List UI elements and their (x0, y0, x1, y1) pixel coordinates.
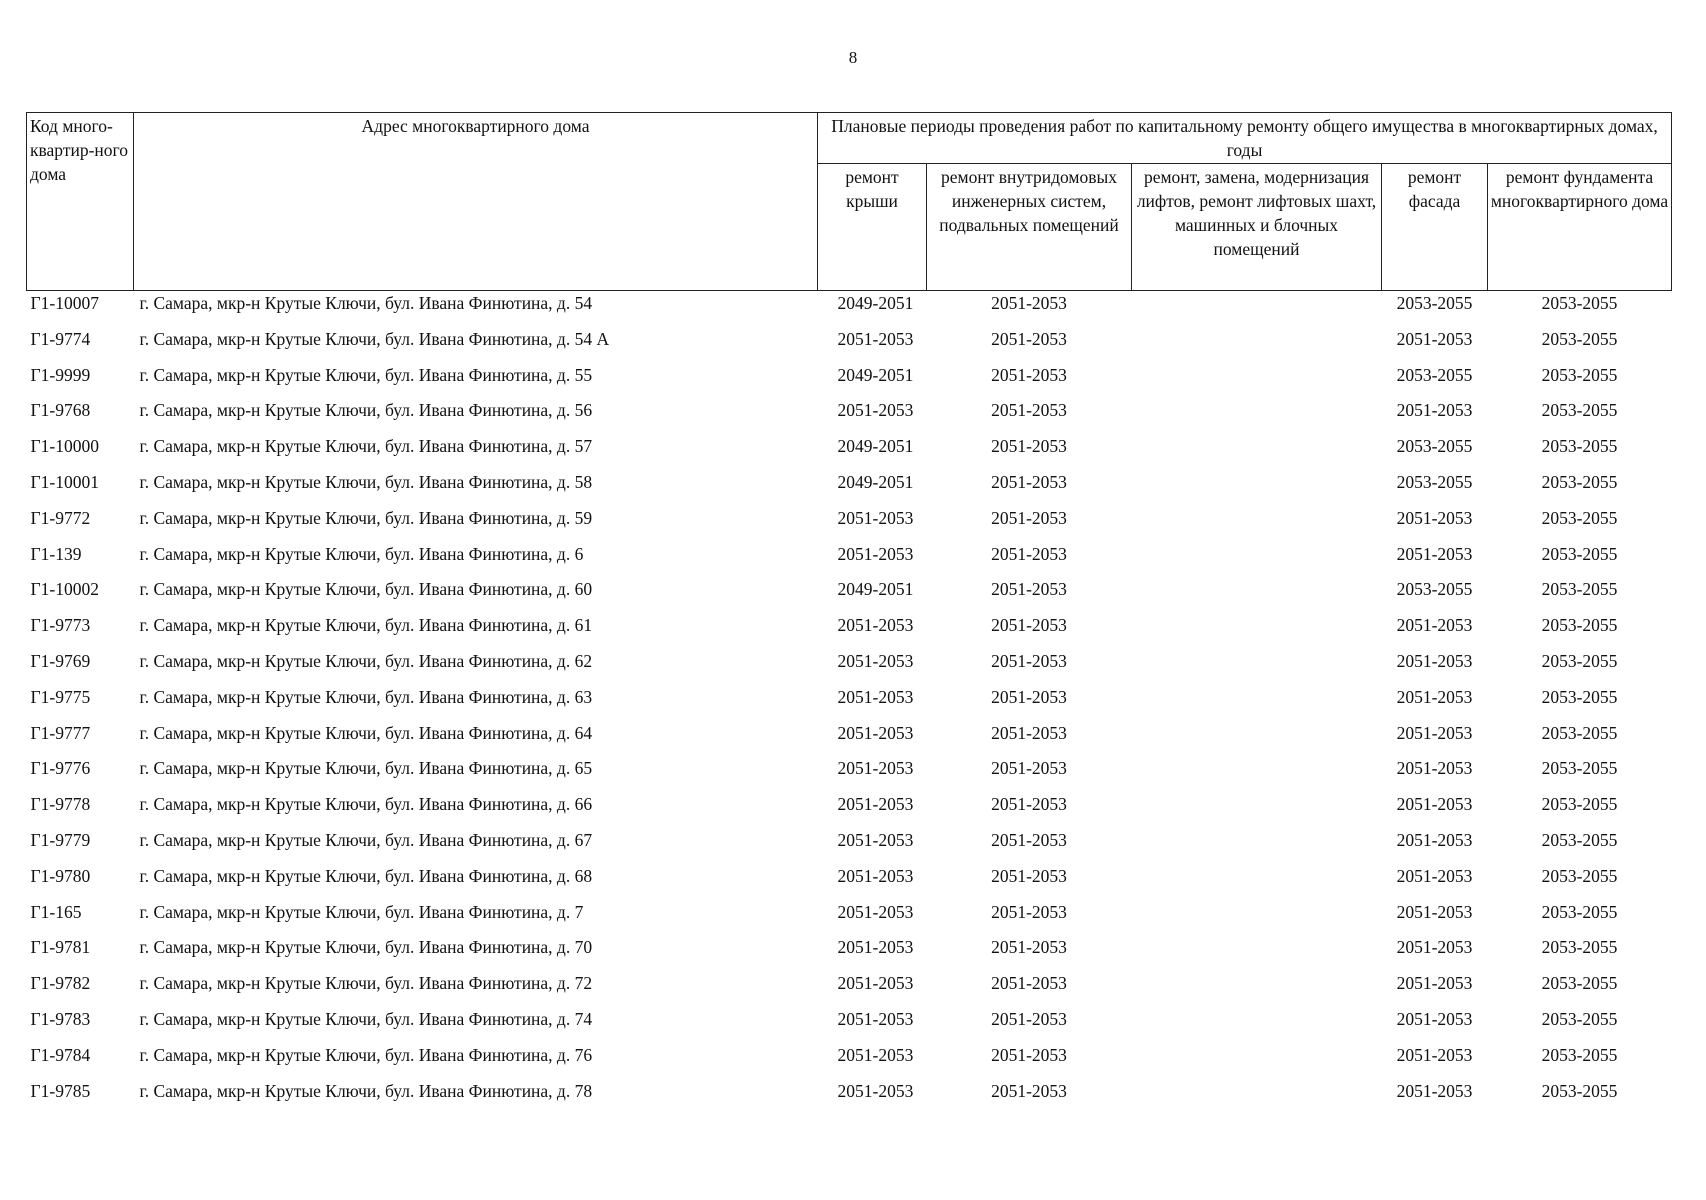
cell-lift (1132, 864, 1382, 900)
cell-code: Г1-9772 (30, 507, 91, 528)
cell-foundation: 2053-2055 (1541, 615, 1618, 636)
cell-lift (1132, 291, 1382, 327)
cell-roof: 2051-2053 (837, 650, 914, 671)
cell-code: Г1-9776 (30, 758, 91, 779)
cell-foundation: 2053-2055 (1541, 436, 1618, 457)
cell-foundation: 2053-2055 (1541, 829, 1618, 850)
cell-engineering: 2051-2053 (991, 615, 1067, 636)
cell-lift (1132, 327, 1382, 363)
table-body (27, 291, 1672, 1115)
cell-foundation: 2053-2055 (1541, 1044, 1618, 1065)
cell-address: г. Самара, мкр-н Крутые Ключи, бул. Ивана Финютина, д. 67 (139, 829, 593, 850)
cell-roof: 2051-2053 (837, 328, 914, 349)
cell-engineering: 2051-2053 (991, 579, 1067, 600)
cell-roof: 2051-2053 (837, 543, 914, 564)
cell-foundation: 2053-2055 (1541, 686, 1618, 707)
cell-engineering: 2051-2053 (991, 722, 1067, 743)
cell-foundation: 2053-2055 (1541, 973, 1618, 994)
cell-engineering: 2051-2053 (991, 1008, 1067, 1029)
cell-lift (1132, 398, 1382, 434)
cell-roof: 2051-2053 (837, 794, 914, 815)
cell-code: Г1-9780 (30, 865, 91, 886)
cell-address: г. Самара, мкр-н Крутые Ключи, бул. Ивана Финютина, д. 61 (139, 615, 593, 636)
cell-address: г. Самара, мкр-н Крутые Ключи, бул. Ивана Финютина, д. 74 (139, 1008, 593, 1029)
cell-roof: 2049-2051 (837, 471, 914, 492)
cell-foundation: 2053-2055 (1541, 507, 1618, 528)
cell-lift (1132, 470, 1382, 506)
cell-engineering: 2051-2053 (991, 794, 1067, 815)
cell-engineering: 2051-2053 (991, 1044, 1067, 1065)
cell-roof: 2051-2053 (837, 865, 914, 886)
cell-lift (1132, 756, 1382, 792)
cell-lift (1132, 792, 1382, 828)
cell-facade: 2051-2053 (1396, 973, 1473, 994)
cell-lift (1132, 1043, 1382, 1079)
cell-facade: 2051-2053 (1396, 722, 1473, 743)
cell-address: г. Самара, мкр-н Крутые Ключи, бул. Ивана Финютина, д. 58 (139, 471, 593, 492)
cell-code: Г1-9782 (30, 973, 91, 994)
cell-foundation: 2053-2055 (1541, 1080, 1618, 1101)
cell-facade: 2051-2053 (1396, 1044, 1473, 1065)
cell-foundation: 2053-2055 (1541, 471, 1618, 492)
cell-foundation: 2053-2055 (1541, 794, 1618, 815)
table-row (27, 434, 1672, 470)
cell-engineering: 2051-2053 (991, 686, 1067, 707)
cell-lift (1132, 1079, 1382, 1115)
header-engineering: ремонт внутридомовых инженерных систем, подвальных помещений (927, 164, 1132, 291)
table-header (27, 113, 1672, 291)
cell-code: Г1-165 (30, 901, 82, 922)
cell-lift (1132, 363, 1382, 399)
cell-address: г. Самара, мкр-н Крутые Ключи, бул. Ивана Финютина, д. 7 (139, 901, 584, 922)
cell-lift (1132, 828, 1382, 864)
cell-foundation: 2053-2055 (1541, 722, 1618, 743)
cell-lift (1132, 971, 1382, 1007)
cell-roof: 2051-2053 (837, 615, 914, 636)
cell-address: г. Самара, мкр-н Крутые Ключи, бул. Ивана Финютина, д. 72 (139, 973, 593, 994)
cell-address: г. Самара, мкр-н Крутые Ключи, бул. Ивана Финютина, д. 76 (139, 1044, 593, 1065)
cell-engineering: 2051-2053 (991, 973, 1067, 994)
cell-address: г. Самара, мкр-н Крутые Ключи, бул. Ивана Финютина, д. 78 (139, 1080, 593, 1101)
cell-code: Г1-9773 (30, 615, 91, 636)
cell-code: Г1-9781 (30, 937, 91, 958)
cell-address: г. Самара, мкр-н Крутые Ключи, бул. Ивана Финютина, д. 68 (139, 865, 593, 886)
cell-address: г. Самара, мкр-н Крутые Ключи, бул. Ивана Финютина, д. 59 (139, 507, 593, 528)
cell-roof: 2051-2053 (837, 758, 914, 779)
header-periods-group: Плановые периоды проведения работ по капитальному ремонту общего имущества в многоквартирных домах, годы (818, 113, 1672, 164)
cell-roof: 2051-2053 (837, 507, 914, 528)
table-row (27, 506, 1672, 542)
header-facade: ремонт фасада (1382, 164, 1488, 291)
cell-foundation: 2053-2055 (1541, 865, 1618, 886)
cell-engineering: 2051-2053 (991, 865, 1067, 886)
cell-engineering: 2051-2053 (991, 293, 1067, 313)
cell-code: Г1-139 (30, 543, 82, 564)
cell-address: г. Самара, мкр-н Крутые Ключи, бул. Ивана Финютина, д. 54 (139, 293, 593, 313)
cell-engineering: 2051-2053 (991, 328, 1067, 349)
cell-address: г. Самара, мкр-н Крутые Ключи, бул. Ивана Финютина, д. 65 (139, 758, 593, 779)
cell-roof: 2049-2051 (837, 364, 914, 385)
cell-roof: 2051-2053 (837, 973, 914, 994)
cell-facade: 2053-2055 (1396, 471, 1473, 492)
table-row (27, 792, 1672, 828)
cell-engineering: 2051-2053 (991, 400, 1067, 421)
cell-lift (1132, 434, 1382, 470)
table-row (27, 470, 1672, 506)
cell-code: Г1-10002 (30, 579, 99, 600)
cell-foundation: 2053-2055 (1541, 758, 1618, 779)
cell-roof: 2051-2053 (837, 1008, 914, 1029)
cell-roof: 2051-2053 (837, 1044, 914, 1065)
cell-address: г. Самара, мкр-н Крутые Ключи, бул. Ивана Финютина, д. 6 (139, 543, 584, 564)
cell-engineering: 2051-2053 (991, 650, 1067, 671)
table-row (27, 864, 1672, 900)
table-row (27, 900, 1672, 936)
cell-roof: 2051-2053 (837, 901, 914, 922)
cell-foundation: 2053-2055 (1541, 901, 1618, 922)
cell-facade: 2051-2053 (1396, 794, 1473, 815)
table-row (27, 398, 1672, 434)
cell-roof: 2051-2053 (837, 722, 914, 743)
table-row (27, 363, 1672, 399)
cell-lift (1132, 506, 1382, 542)
cell-address: г. Самара, мкр-н Крутые Ключи, бул. Ивана Финютина, д. 62 (139, 650, 593, 671)
header-address: Адрес многоквартирного дома (134, 113, 818, 291)
cell-lift (1132, 577, 1382, 613)
cell-code: Г1-10007 (30, 293, 99, 313)
cell-address: г. Самара, мкр-н Крутые Ключи, бул. Ивана Финютина, д. 66 (139, 794, 593, 815)
cell-code: Г1-9999 (30, 364, 91, 385)
cell-foundation: 2053-2055 (1541, 1008, 1618, 1029)
table-row (27, 685, 1672, 721)
cell-lift (1132, 1007, 1382, 1043)
table-row (27, 971, 1672, 1007)
cell-facade: 2051-2053 (1396, 1008, 1473, 1029)
cell-facade: 2053-2055 (1396, 364, 1473, 385)
cell-address: г. Самара, мкр-н Крутые Ключи, бул. Ивана Финютина, д. 55 (139, 364, 593, 385)
cell-address: г. Самара, мкр-н Крутые Ключи, бул. Ивана Финютина, д. 54 А (139, 328, 610, 349)
cell-facade: 2051-2053 (1396, 650, 1473, 671)
cell-engineering: 2051-2053 (991, 829, 1067, 850)
table-row (27, 327, 1672, 363)
cell-lift (1132, 649, 1382, 685)
cell-roof: 2049-2051 (837, 579, 914, 600)
cell-roof: 2051-2053 (837, 937, 914, 958)
cell-facade: 2053-2055 (1396, 293, 1473, 313)
header-foundation: ремонт фундамента многоквартирного дома (1488, 164, 1672, 291)
cell-foundation: 2053-2055 (1541, 364, 1618, 385)
cell-engineering: 2051-2053 (991, 364, 1067, 385)
cell-facade: 2053-2055 (1396, 436, 1473, 457)
cell-code: Г1-9769 (30, 650, 91, 671)
cell-foundation: 2053-2055 (1541, 328, 1618, 349)
cell-roof: 2051-2053 (837, 400, 914, 421)
cell-code: Г1-9785 (30, 1080, 91, 1101)
header-lift: ремонт, замена, модернизация лифтов, ремонт лифтовых шахт, машинных и блочных помещений (1132, 164, 1382, 291)
cell-engineering: 2051-2053 (991, 901, 1067, 922)
table-row (27, 935, 1672, 971)
page-number: 8 (848, 48, 858, 67)
cell-lift (1132, 685, 1382, 721)
cell-facade: 2051-2053 (1396, 507, 1473, 528)
header-code: Код много-квартир-ного дома (27, 113, 134, 291)
cell-engineering: 2051-2053 (991, 436, 1067, 457)
cell-facade: 2051-2053 (1396, 543, 1473, 564)
table-row (27, 828, 1672, 864)
header-roof: ремонт крыши (818, 164, 927, 291)
table-row (27, 756, 1672, 792)
cell-foundation: 2053-2055 (1541, 543, 1618, 564)
cell-code: Г1-9783 (30, 1008, 91, 1029)
cell-roof: 2051-2053 (837, 1080, 914, 1101)
cell-lift (1132, 542, 1382, 578)
cell-code: Г1-9784 (30, 1044, 91, 1065)
cell-code: Г1-9768 (30, 400, 91, 421)
cell-foundation: 2053-2055 (1541, 293, 1618, 313)
table-row (27, 1007, 1672, 1043)
cell-foundation: 2053-2055 (1541, 579, 1618, 600)
cell-engineering: 2051-2053 (991, 937, 1067, 958)
cell-engineering: 2051-2053 (991, 758, 1067, 779)
cell-roof: 2049-2051 (837, 436, 914, 457)
cell-foundation: 2053-2055 (1541, 650, 1618, 671)
cell-code: Г1-9777 (30, 722, 91, 743)
cell-facade: 2053-2055 (1396, 579, 1473, 600)
cell-foundation: 2053-2055 (1541, 400, 1618, 421)
cell-roof: 2051-2053 (837, 686, 914, 707)
cell-facade: 2051-2053 (1396, 328, 1473, 349)
cell-facade: 2051-2053 (1396, 901, 1473, 922)
cell-facade: 2051-2053 (1396, 865, 1473, 886)
cell-facade: 2051-2053 (1396, 615, 1473, 636)
cell-foundation: 2053-2055 (1541, 937, 1618, 958)
table-row (27, 1079, 1672, 1115)
cell-code: Г1-10000 (30, 436, 99, 457)
cell-lift (1132, 935, 1382, 971)
cell-facade: 2051-2053 (1396, 937, 1473, 958)
cell-code: Г1-10001 (30, 471, 99, 492)
table-row (27, 577, 1672, 613)
cell-lift (1132, 721, 1382, 757)
repair-schedule-table (26, 112, 1672, 1114)
cell-address: г. Самара, мкр-н Крутые Ключи, бул. Ивана Финютина, д. 64 (139, 722, 593, 743)
cell-address: г. Самара, мкр-н Крутые Ключи, бул. Ивана Финютина, д. 60 (139, 579, 593, 600)
cell-roof: 2051-2053 (837, 829, 914, 850)
table-row (27, 542, 1672, 578)
cell-facade: 2051-2053 (1396, 758, 1473, 779)
table-row (27, 291, 1672, 327)
cell-facade: 2051-2053 (1396, 829, 1473, 850)
cell-address: г. Самара, мкр-н Крутые Ключи, бул. Ивана Финютина, д. 57 (139, 436, 593, 457)
cell-engineering: 2051-2053 (991, 471, 1067, 492)
cell-engineering: 2051-2053 (991, 1080, 1067, 1101)
cell-roof: 2049-2051 (837, 293, 914, 313)
table-row (27, 613, 1672, 649)
cell-engineering: 2051-2053 (991, 543, 1067, 564)
cell-code: Г1-9774 (30, 328, 91, 349)
cell-code: Г1-9775 (30, 686, 91, 707)
cell-code: Г1-9778 (30, 794, 91, 815)
cell-address: г. Самара, мкр-н Крутые Ключи, бул. Ивана Финютина, д. 56 (139, 400, 593, 421)
cell-lift (1132, 613, 1382, 649)
cell-address: г. Самара, мкр-н Крутые Ключи, бул. Ивана Финютина, д. 63 (139, 686, 593, 707)
cell-code: Г1-9779 (30, 829, 91, 850)
table-row (27, 1043, 1672, 1079)
cell-address: г. Самара, мкр-н Крутые Ключи, бул. Ивана Финютина, д. 70 (139, 937, 593, 958)
cell-facade: 2051-2053 (1396, 686, 1473, 707)
cell-engineering: 2051-2053 (991, 507, 1067, 528)
cell-lift (1132, 900, 1382, 936)
cell-facade: 2051-2053 (1396, 1080, 1473, 1101)
table-row (27, 649, 1672, 685)
cell-facade: 2051-2053 (1396, 400, 1473, 421)
table-row (27, 721, 1672, 757)
